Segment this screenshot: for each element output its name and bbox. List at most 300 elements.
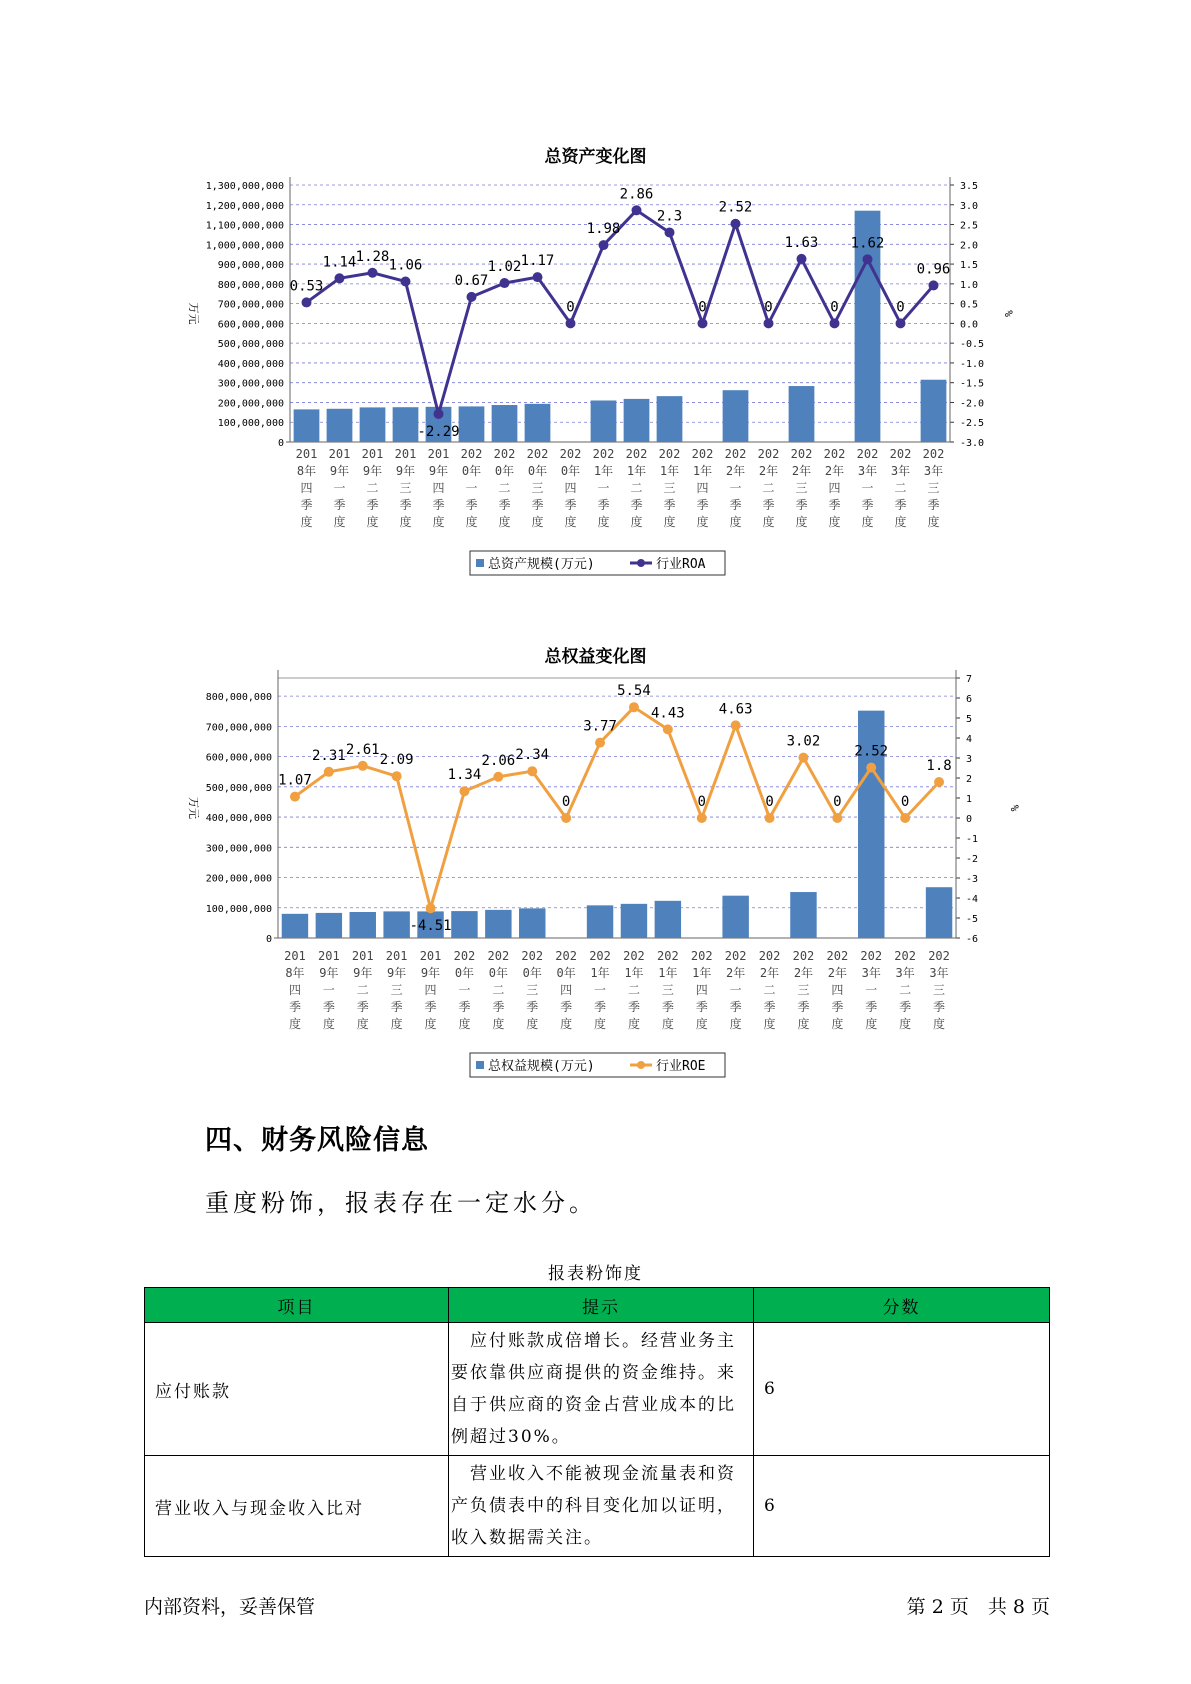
y2-tick-label: 1 xyxy=(966,794,973,805)
legend-label-bar: 总资产规模(万元) xyxy=(488,557,595,572)
x-tick-label: 1年 xyxy=(593,464,614,478)
bar xyxy=(383,911,409,938)
x-tick-label: 季 xyxy=(933,1000,946,1014)
x-tick-label: 2年 xyxy=(759,966,780,980)
y-tick-label: 400,000,000 xyxy=(205,813,272,825)
data-label: 0 xyxy=(900,794,910,810)
x-tick-label: 季 xyxy=(865,1000,878,1014)
x-tick-label: 一 xyxy=(729,481,742,495)
x-tick-label: 一 xyxy=(458,983,471,997)
x-tick-label: 9年 xyxy=(420,966,441,980)
y-tick-label: 300,000,000 xyxy=(217,378,284,390)
line-point xyxy=(533,272,543,282)
data-label: 1.8 xyxy=(926,758,952,774)
x-tick-label: 季 xyxy=(399,498,412,512)
x-tick-label: 202 xyxy=(724,447,747,461)
table-header-row xyxy=(145,1288,1050,1323)
x-tick-label: 季 xyxy=(531,498,544,512)
data-label: 0 xyxy=(566,299,575,316)
x-tick-label: 0年 xyxy=(527,464,548,478)
data-label: 2.52 xyxy=(854,743,889,760)
x-tick-label: 2年 xyxy=(726,966,746,980)
y2-axis-label: % xyxy=(1008,804,1021,812)
data-label: -4.51 xyxy=(409,918,452,935)
x-tick-label: 202 xyxy=(724,949,747,963)
chart-title: 总资产变化图 xyxy=(544,147,647,167)
line-point xyxy=(863,254,873,264)
x-tick-label: 季 xyxy=(927,498,940,512)
x-tick-label: 9年 xyxy=(353,966,373,980)
line-point xyxy=(401,276,411,286)
x-tick-label: 度 xyxy=(729,515,742,529)
x-tick-label: 二 xyxy=(763,983,776,997)
x-tick-label: 2年 xyxy=(827,966,847,980)
y2-tick-label: -1 xyxy=(966,834,979,845)
line-point xyxy=(731,219,741,229)
x-tick-label: 3年 xyxy=(861,966,881,980)
line-point xyxy=(493,772,503,782)
x-tick-label: 季 xyxy=(663,498,676,512)
x-tick-label: 202 xyxy=(894,949,916,963)
data-label: 3.02 xyxy=(786,733,821,750)
table-row xyxy=(145,1456,1050,1557)
x-tick-label: 季 xyxy=(564,498,577,512)
x-tick-label: 季 xyxy=(762,498,775,512)
total-assets-chart-svg xyxy=(0,140,1191,590)
y-tick-label: 0 xyxy=(265,934,272,945)
y2-tick-label: -6 xyxy=(966,934,979,945)
x-tick-label: 9年 xyxy=(428,464,449,478)
data-label: 1.28 xyxy=(355,248,390,265)
x-tick-label: 季 xyxy=(795,498,808,512)
x-tick-label: 季 xyxy=(333,498,346,512)
y2-tick-label: 3 xyxy=(966,754,973,765)
y-axis-label: 万元 xyxy=(187,797,200,819)
row-item: 应付账款 xyxy=(145,1323,449,1456)
x-tick-label: 四 xyxy=(288,983,301,997)
x-tick-label: 季 xyxy=(498,498,511,512)
data-label: 1.98 xyxy=(586,221,621,238)
y-tick-label: 500,000,000 xyxy=(205,782,272,794)
y-tick-label: 600,000,000 xyxy=(217,319,284,331)
row-score: 6 xyxy=(754,1323,1050,1456)
header-item: 项目 xyxy=(145,1288,449,1323)
bar xyxy=(621,904,647,938)
line-point xyxy=(561,813,571,823)
x-tick-label: 度 xyxy=(927,515,940,529)
x-tick-label: 季 xyxy=(366,498,379,512)
y2-tick-label: -3 xyxy=(966,874,979,885)
risk-table xyxy=(144,1287,1050,1557)
data-label: 2.52 xyxy=(718,199,753,216)
x-tick-label: 2年 xyxy=(758,464,779,478)
line-point xyxy=(302,297,312,307)
y2-tick-label: 4 xyxy=(966,734,973,745)
y2-tick-label: -2.5 xyxy=(960,418,985,430)
bar xyxy=(282,914,308,938)
x-tick-label: 度 xyxy=(390,1017,403,1031)
x-tick-label: 季 xyxy=(899,1000,912,1014)
line-point xyxy=(459,786,469,796)
table-caption: 报表粉饰度 xyxy=(548,1264,643,1284)
y2-tick-label: 0.0 xyxy=(960,319,979,331)
x-tick-label: 3年 xyxy=(929,966,949,980)
x-tick-label: 季 xyxy=(661,1000,674,1014)
x-tick-label: 四 xyxy=(695,983,708,997)
x-tick-label: 度 xyxy=(762,515,775,529)
x-tick-label: 201 xyxy=(385,949,408,963)
y-tick-label: 200,000,000 xyxy=(217,398,284,410)
y-tick-label: 400,000,000 xyxy=(217,358,284,370)
x-tick-label: 度 xyxy=(458,1017,471,1031)
bar xyxy=(624,399,650,442)
x-tick-label: 202 xyxy=(460,447,483,461)
x-tick-label: 202 xyxy=(826,949,849,963)
y2-tick-label: 7 xyxy=(966,674,973,685)
x-tick-label: 0年 xyxy=(522,966,542,980)
y-axis-label: 万元 xyxy=(187,302,200,325)
x-tick-label: 9年 xyxy=(329,464,350,478)
data-label: 0 xyxy=(765,794,774,810)
total-equity-chart-svg xyxy=(0,640,1191,1090)
legend-swatch-point xyxy=(637,1061,645,1069)
x-tick-label: 季 xyxy=(300,498,313,512)
bar xyxy=(790,892,816,938)
y2-tick-label: -4 xyxy=(966,894,979,905)
x-tick-label: 度 xyxy=(288,1017,301,1031)
line-point xyxy=(697,813,707,823)
y2-tick-label: -5 xyxy=(966,914,979,925)
x-tick-label: 0年 xyxy=(556,966,576,980)
bar xyxy=(723,390,749,442)
x-tick-label: 8年 xyxy=(296,464,317,478)
bar xyxy=(519,908,545,938)
y-tick-label: 700,000,000 xyxy=(217,299,284,311)
x-tick-label: 202 xyxy=(487,949,510,963)
x-tick-label: 度 xyxy=(661,1017,674,1031)
legend-label-line: 行业ROE xyxy=(656,1059,706,1074)
x-tick-label: 三 xyxy=(797,983,810,997)
row-score: 6 xyxy=(754,1456,1050,1557)
bar xyxy=(393,407,419,442)
x-tick-label: 202 xyxy=(521,949,544,963)
bar xyxy=(459,406,485,442)
x-tick-label: 度 xyxy=(795,515,808,529)
bar xyxy=(327,409,353,442)
x-tick-label: 202 xyxy=(657,949,679,963)
y2-tick-label: 6 xyxy=(966,694,973,705)
x-tick-label: 201 xyxy=(351,949,374,963)
data-label: 0 xyxy=(764,299,773,316)
x-tick-label: 季 xyxy=(627,1000,640,1014)
x-tick-label: 202 xyxy=(625,447,648,461)
y-tick-label: 500,000,000 xyxy=(217,339,284,351)
x-tick-label: 度 xyxy=(333,515,346,529)
x-tick-label: 202 xyxy=(690,949,713,963)
bar xyxy=(525,404,551,442)
x-tick-label: 度 xyxy=(831,1017,844,1031)
line-point xyxy=(599,240,609,250)
line-point xyxy=(358,761,368,771)
x-tick-label: 9年 xyxy=(395,464,416,478)
x-tick-label: 季 xyxy=(763,1000,776,1014)
x-tick-label: 度 xyxy=(763,1017,776,1031)
data-label: 0 xyxy=(697,794,706,810)
data-label: 1.02 xyxy=(487,259,522,276)
x-tick-label: 1年 xyxy=(658,966,678,980)
data-label: 1.63 xyxy=(784,234,819,251)
header-hint: 提示 xyxy=(449,1288,754,1323)
x-tick-label: 度 xyxy=(366,515,379,529)
total-equity-chart xyxy=(0,640,1191,1090)
y-tick-label: 900,000,000 xyxy=(217,260,284,272)
x-tick-label: 202 xyxy=(790,447,813,461)
x-tick-label: 一 xyxy=(861,481,874,495)
y2-tick-label: 3.5 xyxy=(960,181,979,192)
x-tick-label: 度 xyxy=(630,515,643,529)
x-tick-label: 202 xyxy=(889,447,912,461)
data-label: 0 xyxy=(561,794,571,810)
x-tick-label: 三 xyxy=(661,983,674,997)
line-point xyxy=(866,763,876,773)
line-point xyxy=(392,771,402,781)
x-tick-label: 三 xyxy=(531,481,544,495)
line-point xyxy=(797,254,807,264)
x-tick-label: 季 xyxy=(526,1000,539,1014)
bar xyxy=(722,896,748,938)
data-label: 0.96 xyxy=(916,261,951,278)
total-assets-chart xyxy=(0,140,1191,590)
x-tick-label: 度 xyxy=(465,515,478,529)
x-tick-label: 8年 xyxy=(285,966,305,980)
x-tick-label: 2年 xyxy=(725,464,746,478)
x-tick-label: 度 xyxy=(399,515,412,529)
line-point xyxy=(929,280,939,290)
data-label: 2.61 xyxy=(345,741,380,758)
line-point xyxy=(900,813,910,823)
y-tick-label: 200,000,000 xyxy=(205,873,272,885)
data-label: 2.34 xyxy=(515,747,550,764)
line-point xyxy=(798,753,808,763)
x-tick-label: 度 xyxy=(498,515,511,529)
x-tick-label: 一 xyxy=(729,983,742,997)
x-tick-label: 201 xyxy=(361,447,384,461)
data-label: 3.77 xyxy=(583,718,617,735)
x-tick-label: 0年 xyxy=(461,464,482,478)
row-item: 营业收入与现金收入比对 xyxy=(145,1456,449,1557)
x-tick-label: 四 xyxy=(560,983,573,997)
x-tick-label: 202 xyxy=(922,447,945,461)
x-tick-label: 3年 xyxy=(890,464,911,478)
data-label: 0.53 xyxy=(289,278,324,295)
x-tick-label: 三 xyxy=(399,481,412,495)
bar xyxy=(921,380,947,442)
x-tick-label: 201 xyxy=(284,949,306,963)
data-label: 2.3 xyxy=(656,208,683,225)
data-label: 0 xyxy=(896,299,905,316)
x-tick-label: 1年 xyxy=(692,966,712,980)
x-tick-label: 202 xyxy=(453,949,476,963)
x-tick-label: 四 xyxy=(696,481,709,495)
line-point xyxy=(500,278,510,288)
legend-swatch-point xyxy=(637,559,645,567)
x-tick-label: 2年 xyxy=(824,464,845,478)
line-point xyxy=(698,318,708,328)
data-label: 4.63 xyxy=(718,701,753,718)
data-label: 1.62 xyxy=(850,235,885,252)
x-tick-label: 三 xyxy=(927,481,940,495)
x-tick-label: 季 xyxy=(630,498,643,512)
data-label: -2.29 xyxy=(417,423,460,440)
x-tick-label: 202 xyxy=(856,447,879,461)
y2-tick-label: 1.5 xyxy=(960,260,979,272)
x-tick-label: 9年 xyxy=(362,464,383,478)
x-tick-label: 二 xyxy=(899,983,912,997)
data-label: 0 xyxy=(698,299,707,316)
bar xyxy=(451,911,477,938)
x-tick-label: 0年 xyxy=(488,966,508,980)
line-point xyxy=(896,318,906,328)
x-tick-label: 季 xyxy=(492,1000,505,1014)
data-label: 0.67 xyxy=(454,272,489,289)
y-tick-label: 1,200,000,000 xyxy=(205,200,284,212)
data-label: 1.34 xyxy=(447,767,482,784)
y-tick-label: 0 xyxy=(277,438,284,449)
line-point xyxy=(368,268,378,278)
x-tick-label: 四 xyxy=(564,481,577,495)
x-tick-label: 202 xyxy=(592,447,615,461)
x-tick-label: 三 xyxy=(795,481,808,495)
x-tick-label: 202 xyxy=(823,447,846,461)
chart-title: 总权益变化图 xyxy=(544,647,647,667)
line-point xyxy=(665,227,675,237)
x-tick-label: 度 xyxy=(531,515,544,529)
x-tick-label: 度 xyxy=(432,515,445,529)
x-tick-label: 度 xyxy=(828,515,841,529)
legend-label-bar: 总权益规模(万元) xyxy=(488,1059,595,1074)
line-point xyxy=(290,792,300,802)
x-tick-label: 1年 xyxy=(624,966,644,980)
x-tick-label: 202 xyxy=(493,447,516,461)
series-line xyxy=(295,707,939,908)
x-tick-label: 2年 xyxy=(791,464,812,478)
x-tick-label: 1年 xyxy=(626,464,647,478)
y2-tick-label: 2.5 xyxy=(960,220,979,232)
x-tick-label: 季 xyxy=(861,498,874,512)
line-point xyxy=(595,738,605,748)
x-tick-label: 202 xyxy=(792,949,815,963)
y2-tick-label: 0.5 xyxy=(960,299,979,311)
data-label: 2.06 xyxy=(481,752,516,769)
table-row xyxy=(145,1323,1050,1456)
x-tick-label: 9年 xyxy=(387,966,407,980)
x-tick-label: 二 xyxy=(366,481,379,495)
y-tick-label: 800,000,000 xyxy=(217,279,284,291)
line-point xyxy=(426,903,436,913)
x-tick-label: 季 xyxy=(695,1000,708,1014)
x-tick-label: 三 xyxy=(526,983,539,997)
y2-tick-label: -1.0 xyxy=(960,358,985,370)
y2-tick-label: -2.0 xyxy=(960,398,985,410)
line-point xyxy=(335,273,345,283)
row-hint: 应付账款成倍增长。经营业务主要依靠供应商提供的资金维持。来自于供应商的资金占营业成本的比例超过30%。 xyxy=(449,1323,754,1456)
x-tick-label: 0年 xyxy=(454,966,475,980)
x-tick-label: 202 xyxy=(928,949,950,963)
x-tick-label: 度 xyxy=(322,1017,335,1031)
x-tick-label: 一 xyxy=(865,983,878,997)
x-tick-label: 二 xyxy=(498,481,511,495)
x-tick-label: 二 xyxy=(762,481,775,495)
data-label: 5.54 xyxy=(617,683,651,700)
x-tick-label: 季 xyxy=(458,1000,471,1014)
y-tick-label: 1,100,000,000 xyxy=(205,220,284,232)
x-tick-label: 季 xyxy=(894,498,907,512)
x-tick-label: 度 xyxy=(424,1017,437,1031)
x-tick-label: 季 xyxy=(432,498,445,512)
x-tick-label: 一 xyxy=(465,481,478,495)
data-label: 2.31 xyxy=(311,747,346,764)
x-tick-label: 201 xyxy=(318,949,340,963)
x-tick-label: 三 xyxy=(390,983,403,997)
x-tick-label: 度 xyxy=(695,1017,708,1031)
x-tick-label: 季 xyxy=(696,498,709,512)
x-tick-label: 1年 xyxy=(692,464,713,478)
x-tick-label: 3年 xyxy=(895,966,915,980)
y2-tick-label: 1.0 xyxy=(960,279,979,291)
x-tick-label: 一 xyxy=(322,983,335,997)
line-point xyxy=(832,813,842,823)
line-point xyxy=(324,767,334,777)
y2-tick-label: -2 xyxy=(966,854,979,865)
y2-tick-label: -0.5 xyxy=(960,339,985,351)
x-tick-label: 202 xyxy=(623,949,645,963)
x-tick-label: 度 xyxy=(696,515,709,529)
bar xyxy=(492,405,518,442)
series-line xyxy=(307,210,934,414)
bar xyxy=(591,400,617,442)
x-tick-label: 四 xyxy=(831,983,844,997)
x-tick-label: 一 xyxy=(594,983,607,997)
x-tick-label: 202 xyxy=(757,447,780,461)
y-tick-label: 800,000,000 xyxy=(205,692,272,704)
x-tick-label: 季 xyxy=(322,1000,335,1014)
x-tick-label: 0年 xyxy=(560,464,581,478)
line-point xyxy=(467,292,477,302)
x-tick-label: 0年 xyxy=(494,464,515,478)
x-tick-label: 9年 xyxy=(319,966,339,980)
bar xyxy=(350,912,376,938)
x-tick-label: 一 xyxy=(333,481,346,495)
y2-tick-label: -1.5 xyxy=(960,378,985,390)
x-tick-label: 度 xyxy=(861,515,874,529)
x-tick-label: 1年 xyxy=(590,966,610,980)
y2-tick-label: 0 xyxy=(966,814,973,825)
data-label: 2.86 xyxy=(619,186,654,203)
x-tick-label: 201 xyxy=(419,949,442,963)
line-point xyxy=(765,813,775,823)
data-label: 4.43 xyxy=(650,705,685,722)
y-tick-label: 100,000,000 xyxy=(217,418,284,430)
bar xyxy=(655,901,681,938)
plot-border xyxy=(278,678,956,938)
y-tick-label: 700,000,000 xyxy=(205,722,272,734)
data-label: 2.09 xyxy=(379,752,414,769)
bar xyxy=(294,409,320,442)
line-point xyxy=(632,205,642,215)
x-tick-label: 1年 xyxy=(659,464,680,478)
x-tick-label: 季 xyxy=(594,1000,607,1014)
x-tick-label: 四 xyxy=(828,481,841,495)
